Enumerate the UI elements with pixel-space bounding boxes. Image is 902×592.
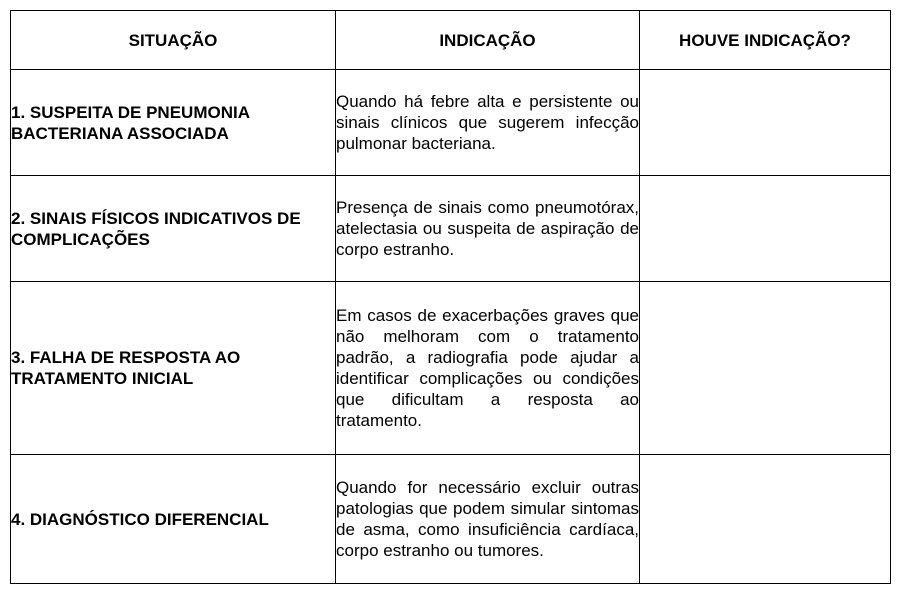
table-row [11,455,891,584]
table-row [11,70,891,176]
indication-cell: Quando for necessário excluir outras patologias que podem simular sintomas de asma, como insuficiência cardíaca, corpo estranho ou tumores. [336,455,640,584]
answer-cell[interactable] [640,70,891,176]
header-answer: HOUVE INDICAÇÃO? [640,11,891,70]
indication-cell: Em casos de exacerbações graves que não melhoram com o tratamento padrão, a radiografia pode ajudar a identificar complicações ou condições que dificultam a resposta ao tratamento. [336,282,640,455]
situation-cell: 3. FALHA DE RESPOSTA AO TRATAMENTO INICIAL [11,282,336,455]
table-row [11,282,891,455]
header-indication: INDICAÇÃO [336,11,640,70]
indication-cell: Quando há febre alta e persistente ou sinais clínicos que sugerem infecção pulmonar bacteriana. [336,70,640,176]
situation-cell: 1. SUSPEITA DE PNEUMONIA BACTERIANA ASSOCIADA [11,70,336,176]
indication-cell: Presença de sinais como pneumotórax, atelectasia ou suspeita de aspiração de corpo estranho. [336,176,640,282]
indication-table [10,10,891,584]
table-header-row [11,11,891,70]
answer-cell[interactable] [640,176,891,282]
header-situation: SITUAÇÃO [11,11,336,70]
answer-cell[interactable] [640,455,891,584]
situation-cell: 2. SINAIS FÍSICOS INDICATIVOS DE COMPLICAÇÕES [11,176,336,282]
answer-cell[interactable] [640,282,891,455]
table-row [11,176,891,282]
situation-cell: 4. DIAGNÓSTICO DIFERENCIAL [11,455,336,584]
